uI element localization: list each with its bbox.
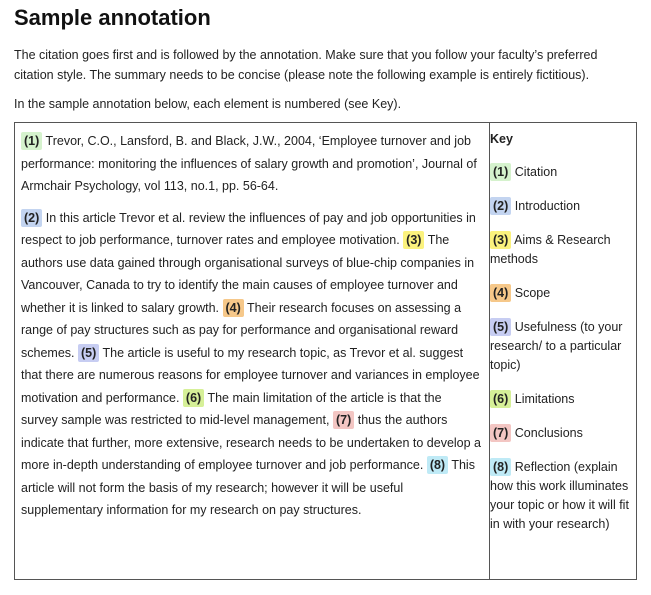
reflection-text: This article will not form the basis of my research; however it will be useful supplementary information for my research on pay structures. <box>21 458 475 517</box>
key-tag-5: (5) <box>490 318 511 336</box>
key-label-1: Citation <box>514 165 558 179</box>
citation-block <box>21 130 481 198</box>
key-tag-4: (4) <box>490 284 511 302</box>
key-label-5: Usefulness (to your research/ to a particular topic) <box>490 320 623 372</box>
key-label-7: Conclusions <box>514 426 583 440</box>
annotation-box <box>14 122 637 580</box>
page-title: Sample annotation <box>14 5 211 30</box>
key-tag-1: (1) <box>490 163 511 181</box>
key-panel <box>489 123 635 579</box>
tag-7: (7) <box>333 411 354 429</box>
key-item <box>490 163 632 182</box>
key-label-3: Aims & Research methods <box>490 233 611 266</box>
key-item <box>490 197 632 216</box>
key-tag-8: (8) <box>490 458 511 476</box>
usefulness-text: The article is useful to my research topic, as Trevor et al. suggest that there are numerous reasons for employee turnover and variances in employee motivation and performance. <box>21 345 480 405</box>
tag-8: (8) <box>427 456 448 474</box>
key-label-6: Limitations <box>514 392 575 406</box>
aims-text: The authors use data gained through organisational surveys of blue-chip companies in Vancouver, Canada to try to identify the main causes of employee turnover and whether it is linked to salary growth. <box>21 233 475 315</box>
tag-4: (4) <box>223 299 244 317</box>
key-item <box>490 458 632 534</box>
key-title: Key <box>490 132 513 146</box>
key-item <box>490 318 632 375</box>
annotation-text <box>21 130 481 522</box>
key-tag-7: (7) <box>490 424 511 442</box>
tag-1: (1) <box>21 132 42 150</box>
conclusions-text: thus the authors indicate that further, more extensive, research needs to be undertaken to develop a more in-depth understanding of employee turnover and job performance. <box>21 413 482 472</box>
intro-paragraph-2: In the sample annotation below, each element is numbered (see Key). <box>14 97 402 111</box>
key-label-2: Introduction <box>514 199 581 213</box>
key-item <box>490 284 632 303</box>
tag-6: (6) <box>183 389 204 407</box>
intro-paragraph-1: The citation goes first and is followed by the annotation. Make sure that you follow your faculty’s preferred citation style. The summary needs to be concise (please note the following example is entirely fictitious). <box>14 48 598 82</box>
tag-5: (5) <box>78 344 99 362</box>
citation-text: Trevor, C.O., Lansford, B. and Black, J.W., 2004, ‘Employee turnover and job performance: monitoring the influences of salary growth and promotion’, Journal of Armchair Psychology, vol 113, no.1, pp. 56-64. <box>21 134 477 193</box>
key-label-4: Scope <box>514 286 551 300</box>
key-item <box>490 231 632 269</box>
limitations-text: The main limitation of the article is that the survey sample was restricted to mid-level management, <box>21 390 442 427</box>
introduction-text: In this article Trevor et al. review the influences of pay and job opportunities in respect to job performance, turnover rates and employee motivation. <box>21 210 476 247</box>
key-tag-6: (6) <box>490 390 511 408</box>
key-item <box>490 424 632 443</box>
annotation-body <box>21 207 481 522</box>
key-tag-2: (2) <box>490 197 511 215</box>
scope-text: Their research focuses on assessing a range of pay structures such as pay for performance and organisational reward schemes. <box>21 300 462 360</box>
key-tag-3: (3) <box>490 231 511 249</box>
tag-3: (3) <box>403 231 424 249</box>
key-item <box>490 390 632 409</box>
key-label-8: Reflection (explain how this work illuminates your topic or how it will fit in with your research) <box>490 460 629 531</box>
tag-2: (2) <box>21 209 42 227</box>
